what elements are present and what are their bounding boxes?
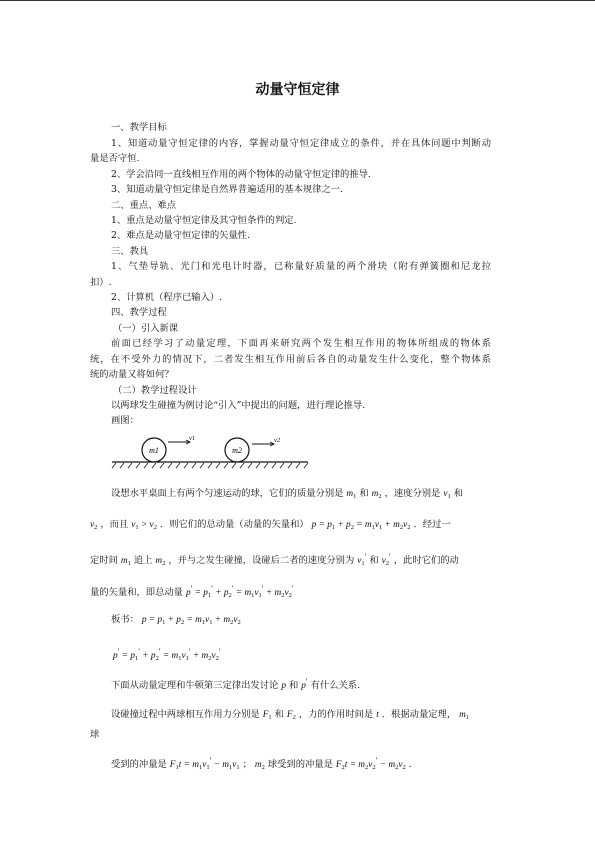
page-title: 动量守恒定律 bbox=[255, 82, 340, 98]
math: $p' = p_1' + p_2' = m_1v_1' + m_2v_2'$ bbox=[185, 584, 294, 599]
paragraph-line: 球 bbox=[90, 729, 100, 740]
math: $m_1$ bbox=[459, 710, 470, 721]
text: 量的矢量和，即总动量 bbox=[90, 587, 183, 598]
text-line: 以两球发生碰撞为例讨论“引入”中提出的问题，进行理论推导. bbox=[111, 400, 366, 411]
text-line: 1、重点是动量守恒定律及其守恒条件的判定. bbox=[111, 215, 297, 226]
text: 受到的冲量是 bbox=[111, 759, 167, 770]
paragraph-line bbox=[111, 676, 360, 692]
paragraph-line bbox=[111, 488, 463, 503]
paragraph-line bbox=[111, 755, 412, 774]
text: ，力的作用时间是 bbox=[298, 709, 374, 720]
text: ．经过一 bbox=[413, 519, 451, 530]
board-line bbox=[113, 646, 221, 665]
math: p′ bbox=[301, 677, 308, 691]
math: $F_2$ bbox=[286, 710, 296, 721]
text: ．根据动量定理， bbox=[381, 709, 457, 720]
section-heading: 一、教学目标 bbox=[111, 122, 167, 133]
text-line: 量是否守恒. bbox=[90, 153, 140, 164]
math: t bbox=[376, 710, 379, 720]
section-heading: 四、教学过程 bbox=[111, 307, 167, 318]
math: $F_1t = m_1v_1' - m_1v_1$ bbox=[169, 756, 240, 771]
math: $m_2$ bbox=[254, 760, 265, 771]
math: $F_2t = m_2v_2' - m_2v_2$ bbox=[335, 756, 406, 771]
text-line: 画图： bbox=[111, 415, 139, 426]
math: p bbox=[281, 681, 286, 691]
text: 和 bbox=[369, 555, 379, 566]
text-line: 扣）. bbox=[90, 277, 112, 288]
text: 板书： bbox=[111, 614, 139, 625]
text: 有什么关系. bbox=[310, 680, 361, 691]
paragraph-line bbox=[90, 551, 459, 570]
text: 和 bbox=[359, 488, 369, 499]
text: 和 bbox=[288, 680, 299, 691]
velocity-v1-label: v1 bbox=[189, 435, 196, 442]
text: 和 bbox=[453, 488, 463, 499]
math: $v_1 > v_2$ bbox=[131, 520, 157, 531]
collision-diagram bbox=[110, 432, 310, 472]
text-line: 前面已经学习了动量定理，下面再来研究两个发生相互作用的物体所组成的物体系 bbox=[111, 338, 491, 349]
ball-m1-label: m1 bbox=[149, 446, 159, 455]
section-heading: 二、重点、难点 bbox=[111, 200, 177, 211]
math: $m_2$ bbox=[371, 489, 382, 500]
text-line: 2、难点是动量守恒定律的矢量性. bbox=[111, 230, 251, 241]
math: $v_2'$ bbox=[381, 552, 391, 567]
math: $p' = p_1' + p_2' = m_1v_1' + m_2v_2'$ bbox=[113, 647, 221, 662]
subsection-heading: （二）教学过程设计 bbox=[113, 385, 197, 396]
math: $m_2$ bbox=[155, 556, 166, 567]
text: ，而且 bbox=[100, 519, 129, 530]
paragraph-line bbox=[90, 519, 451, 534]
subsection-heading: （一）引入新课 bbox=[113, 323, 179, 334]
math: $p = p_1 + p_2 = m_1v_1 + m_2v_2$ bbox=[311, 520, 411, 531]
text-line: 统，在不受外力的情况下，二者发生相互作用前后各自的动量发生什么变化，整个物体系 bbox=[90, 354, 491, 365]
text-line: 1、知道动量守恒定律的内容，掌握动量守恒定律成立的条件，并在具体问题中判断动 bbox=[111, 138, 491, 149]
text: ，此时它们的动 bbox=[393, 555, 459, 566]
math: $v_1$ bbox=[443, 489, 451, 500]
velocity-v2-label: v2 bbox=[274, 437, 281, 444]
paragraph-line bbox=[111, 709, 469, 724]
math: $F_1$ bbox=[262, 710, 272, 721]
text: 下面从动量定理和牛顿第三定律出发讨论 bbox=[111, 680, 279, 691]
math: $v_1'$ bbox=[357, 552, 367, 567]
text-line: 统的动量又将如何？ bbox=[90, 369, 174, 380]
text: 定时间 bbox=[90, 555, 118, 566]
text: 设碰撞过程中两球相互作用力分别是 bbox=[111, 709, 260, 720]
paragraph-line bbox=[90, 583, 294, 602]
text: 设想水平桌面上有两个匀速运动的球，它们的质量分别是 bbox=[111, 488, 344, 499]
text: 球受到的冲量是 bbox=[267, 759, 333, 770]
text-line: 2、计算机（程序已输入）. bbox=[111, 292, 223, 303]
period: . bbox=[408, 759, 412, 770]
math: $v_2$ bbox=[90, 520, 98, 531]
text-line: 1、气垫导轨、光门和光电计时器，已称量好质量的两个滑块（附有弹簧圈和尼龙拉 bbox=[111, 261, 491, 272]
math: $m_1$ bbox=[346, 489, 357, 500]
math: $p = p_1 + p_2 = m_1v_1 + m_2v_2$ bbox=[141, 615, 241, 626]
text: ，速度分别是 bbox=[384, 488, 441, 499]
text: ．则它们的总动量（动量的矢量和） bbox=[159, 519, 309, 530]
text: ； bbox=[242, 759, 252, 770]
text: 和 bbox=[274, 709, 284, 720]
text-line: 2、学会沿同一直线相互作用的两个物体的动量守恒定律的推导. bbox=[111, 169, 371, 180]
board-line bbox=[111, 614, 241, 629]
ground-hatch bbox=[112, 463, 308, 468]
math: $m_1$ bbox=[120, 556, 131, 567]
ball-m2-label: m2 bbox=[232, 446, 242, 455]
text: ，并与之发生碰撞，设碰后二者的速度分别为 bbox=[168, 555, 355, 566]
text-line: 3、知道动量守恒定律是自然界普遍适用的基本规律之一. bbox=[111, 184, 343, 195]
section-heading: 三、教具 bbox=[111, 246, 149, 257]
text: 追上 bbox=[133, 555, 153, 566]
